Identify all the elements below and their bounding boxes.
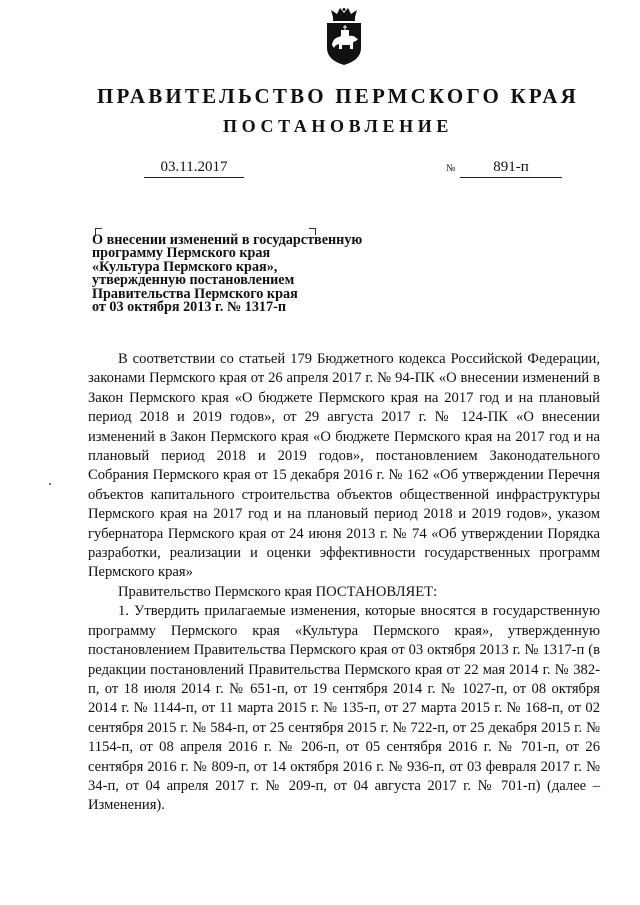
decree-paragraph: Правительство Пермского края ПОСТАНОВЛЯЕТ: [118,583,438,600]
item-1-paragraph: 1. Утвердить прилагаемые изменения, которые вносятся в государственную программу Пермского края «Культура Пермского края», утвержденную постановлением Правительства Пермского края от 03 октября 2013 г. № 1317-п (в редакции постановлений Правительства Пермского края от 22 мая 2014 г. № 382-п, от 18 июля 2014 г. № 651-п, от 19 сентября 2014 г. № 1027-п, от 08 октября 2014 г. № 1144-п, от 11 марта 2015 г. № 135-п, от 27 марта 2015 г. № 168-п, от 02 сентября 2015 г. № 584-п, от 25 сентября 2015 г. № 722-п, от 25 декабря 2015 г. № 1154-п, от 08 апреля 2016 г. № 206-п, от 05 сентября 2016 г. № 701-п, от 26 сентября 2016 г. № 809-п, от 14 октября 2016 г. № 936-п, от 03 февраля 2017 г. № 34-п, от 04 апреля 2017 г. № 209-п, от 04 августа 2017 г. № 701-п) (далее – Изменения). [88,603,600,814]
government-title: ПРАВИТЕЛЬСТВО ПЕРМСКОГО КРАЯ [96,84,579,108]
document-type: ПОСТАНОВЛЕНИЕ [223,116,453,136]
scan-mark [49,483,51,485]
subject-line: «Культура Пермского края», [92,258,278,275]
document-subject [92,234,392,314]
subject-line: Правительства Пермского края [92,285,298,302]
subject-line: утвержденную постановлением [92,272,295,289]
book-icon [341,30,349,36]
preamble-paragraph: В соответствии со статьей 179 Бюджетного кодекса Российской Федерации, законами Пермского края от 26 апреля 2017 г. № 94-ПК «О внесении изменений в Закон Пермского края «О бюджете Пермского края на 2017 год и на плановый период 2018 и 2019 годов», от 29 августа 2017 г. № 124-ПК «О внесении изменений в Закон Пермского края «О бюджете Пермского края на 2017 год и на плановый период 2018 и 2019 годов», постановлением Законодательного Собрания Пермского края от 15 декабря 2016 г. № 162 «Об утверждении Перечня объектов капитального строительства объектов общественной инфраструктуры Пермского края на 2017 год и на плановый период 2018 и 2019 годов», указом губернатора Пермского края от 24 июня 2013 г. № 74 «Об утверждении Порядка разработки, реализации и оценки эффективности государственных программ Пермского края» [88,351,600,581]
subject-line: программу Пермского края [92,245,271,262]
document-number-field [446,158,568,178]
crown-icon [331,8,357,21]
document-number: 891-п [460,158,562,178]
document-date: 03.11.2017 [144,158,244,178]
document-body [88,350,600,816]
perm-krai-coat-of-arms-icon [323,8,365,66]
number-sign: № [446,163,456,174]
subject-line: О внесении изменений в государственную [92,232,363,248]
subject-line: от 03 октября 2013 г. № 1317-п [92,299,287,316]
